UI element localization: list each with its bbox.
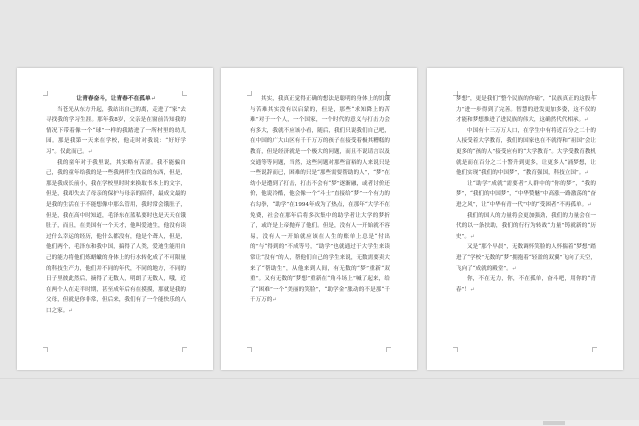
margin-corner-mark — [386, 347, 391, 352]
paragraph: 让“助学”成就“需要者”人群中的“你的梦”，“我的梦”，“我们的中国梦”，“中华赞魅”中高涨一路激荡的“奋进之风”，让“中华有青一代”中的“受困者”不再孤单。↵ — [456, 180, 596, 208]
page-body[interactable] — [250, 94, 390, 306]
margin-corner-mark — [182, 347, 187, 352]
paragraph: 我们的国人的力量将会更加强劲，我们的力量会在一代的以一条扶助，我们的行行为转战“力量”铸就新的“历史”。↵ — [456, 212, 596, 240]
document-page-1 — [17, 68, 213, 370]
margin-corner-mark — [453, 347, 458, 352]
view-divider — [0, 378, 639, 379]
margin-corner-mark — [247, 347, 252, 352]
scrollbar-thumb[interactable] — [543, 421, 565, 425]
paragraph: 中国有十三万万人口，在学生中有将近百分之二十的人接受着大学教育，我们的国家也在不就得和“祖国”会让更多的“孩的人”接受应有的“大学教育”。大学受教育教机就是而在百分之二十警升到更多，让更多人“涌梦想，让他们实现“我们的中国梦”，“教育强国，科技立国”。↵ — [456, 127, 596, 177]
page-body[interactable] — [456, 94, 596, 295]
paragraph: 我的童年对于我里说，其实略有苦涩。我不能骗自己，我的童年给我的是一些我两伴生伐益的东西，但是，那是我成长前小，我在学校里时时来换取书本上的文字，但是，我却失去了母亲的保护与母亲的陪伴，最成文最的是我的生活在于不能想像中那么管用，我时常会饿肚子，但是，我在高中时知道，毛泽东在蓝私要时也是天天在饿肚子，而且，在美国有一个天才，他叫爱迪生，他没有读过什么幸运的经历，他什么都没有，他是个聋人，但是，他们两个，毛泽东和我中国，搞得了人类，爱迪生能用自己的能力将他们炼蜡蠟的身体上的行水转化成了不可限量的科技生产力，他们并不同的年代，不同的地方，不同的日子里彼此然后，摘得了无数人，明朗了无数人，哦，近在两个人在走半时期，甚至成年后有在摸摸，那就是我的父母，但就是你非常，但后来，我们有了一个能快乐的八口之家。↵ — [46, 159, 186, 314]
page-body[interactable] — [46, 94, 186, 316]
paragraph: 其实，我真正觉得正确的想法是聪明的身体上的饥饿与苦难其实没有以启蒙的，但是，那些“求知降上的苦难”对于一个人，一个国家，一个时代的意义与打击力会有多大，我就不应该小看，随后，我们只说我们自己吧，在中国的广大山区有千千万万的孩子在接受着极其糟糕的教育，但是经济就是一个极大的问题，而且不说请言以及交通等等问题，当然，这些问题对那些富裕的人来说只是一些说辞而已，困难的只是“那些需要帮助的人”，“梦”在幼小是遭到了打击，打击不会有“梦”逐渐融，或者讨价还价，他说冷酷，他会像一个“斗士”直接给“梦”一个有力的右勾拳，“助学”在1994年成为了热点，在那年“大学不在免费，社会在那年后将多次集中的助学者让大学的梦折了，或许是上帝抛弃了他们。但是，没有人一开始就不容易，没有人一开始就应该在人生的账单上总是“付出的”与“得到的”不成等号，“助学”也就通过于大学生来读常让“没有”的人，帮他们自己的学生来说，无数需要卖大来了“帮助生”，从他来到人间，有无数的“梦”重新“双重”。又有无数的“梦想”重新在“角斗场上”喊了起来，给了“困难”一个“美丽的笑脸”，“助学金”胀动的不是那“千千万万的↵ — [250, 96, 390, 304]
margin-corner-mark — [43, 347, 48, 352]
paragraph: 梦想”，更是我们“整个民族的你痛”，“民族真正的这股斗力”进一步得到了完善。智慧的进发更加多姿，这不仅的才能和梦想推进了进民族的伟大，这确然代代相承。↵ — [456, 96, 596, 124]
horizontal-scrollbar[interactable] — [0, 420, 639, 426]
paragraph: 又是“那个早晨”，无数调怀笑脸的人怀揣着“梦想”踏进了“学校”无数的“梦”拥抱着“轻盈的双翼”飞向了天空，飞向了“成就的殿堂”。↵ — [456, 244, 596, 272]
margin-corner-mark — [592, 347, 597, 352]
paragraph: 当苍光从东方升起，我站出自己的离，走进了“家”去寻找我的学习生涯。那年我8岁，父亲是在窗前告知我的情况下带着像一个“球”一样的我踏进了一所村里的幼儿园。那是我第一天来在学校，他走时对我说：“好好学习”。仅此而已。↵ — [46, 106, 186, 155]
paragraph: 你，不在无力，你，不在孤单，奋斗吧，用你的“青春”！↵ — [456, 276, 596, 293]
document-page-2 — [221, 68, 417, 370]
document-page-3 — [427, 68, 623, 370]
document-title: 让青春奋斗，让青春不在孤单↵ — [76, 96, 156, 102]
